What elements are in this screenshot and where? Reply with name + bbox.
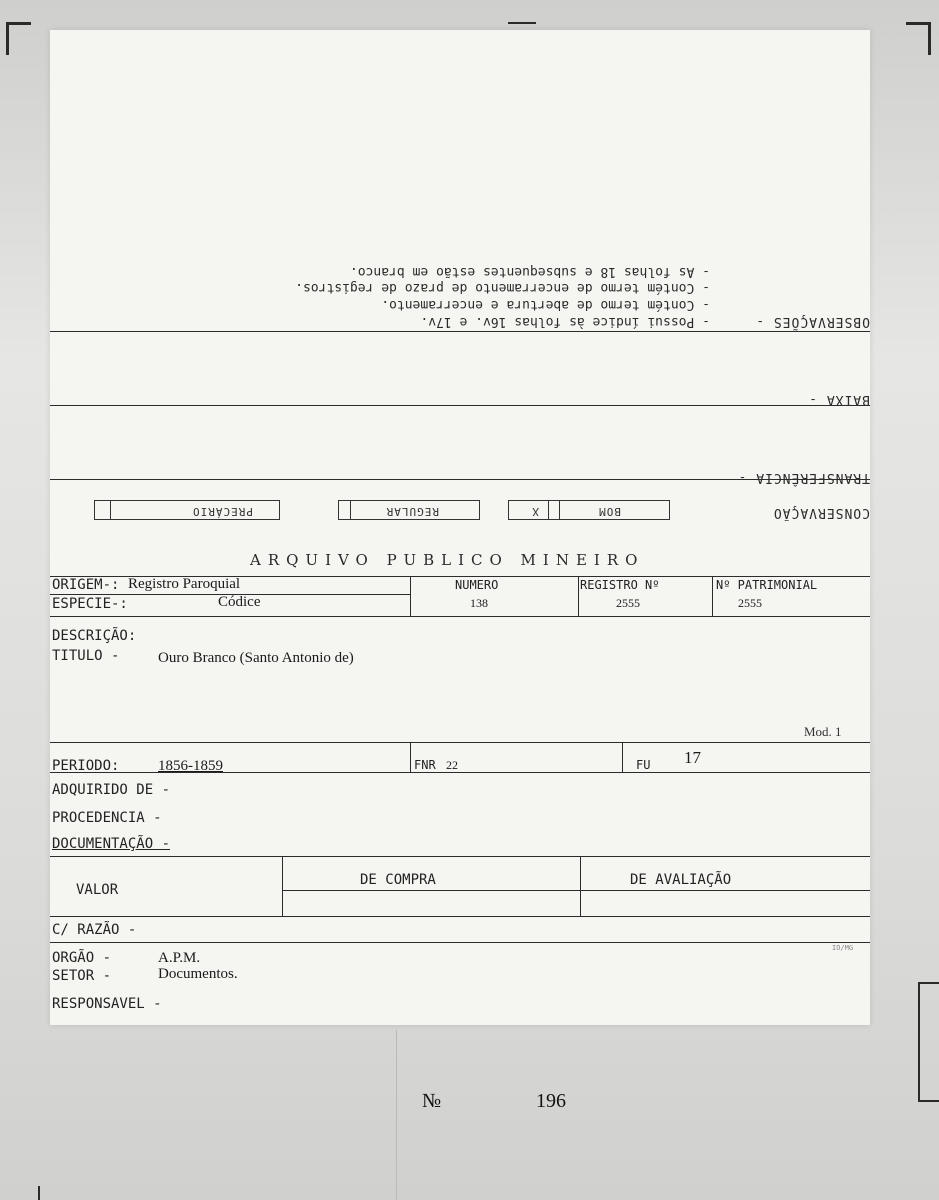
rule-razao: [50, 942, 870, 943]
setor-value: Documentos.: [158, 966, 238, 982]
registro-value: 2555: [616, 596, 640, 610]
origem-value: Registro Paroquial: [128, 576, 241, 592]
page-number-value: 196: [536, 1090, 566, 1112]
rule-especie: [50, 616, 870, 617]
transferencia-label: TRANSFERÊNCIA -: [737, 470, 870, 485]
titulo-label: TITULO -: [52, 648, 120, 664]
baixa-label: BAIXA -: [808, 392, 870, 407]
titulo-value: Ouro Branco (Santo Antonio de): [158, 650, 354, 666]
conservacao-bom-label: BOM: [598, 505, 621, 518]
adquirido-label: ADQUIRIDO DE -: [52, 782, 171, 798]
documentacao-label: DOCUMENTAÇÃO -: [52, 836, 171, 852]
valor-label: VALOR: [76, 882, 119, 898]
numero-value: 138: [470, 596, 488, 610]
descricao-label: DESCRIÇÃO:: [52, 628, 137, 644]
fnr-label: FNR: [414, 758, 436, 772]
observacoes-line-2: - Contém termo de abertura e encerramento.: [381, 297, 710, 312]
corner-mark-top-left: [6, 22, 31, 55]
conservacao-regular-box: [338, 500, 480, 520]
conservacao-bom-checkbox: [508, 500, 560, 520]
especie-label: ESPECIE-:: [52, 596, 128, 612]
patrimonial-value: 2555: [738, 596, 762, 610]
catalog-card: [50, 30, 870, 1025]
rule-transferencia: [50, 479, 870, 480]
periodo-label: PERIODO:: [52, 758, 120, 774]
responsavel-label: RESPONSAVEL -: [52, 996, 162, 1012]
corner-mark-right: [918, 982, 939, 1102]
corner-mark-top-middle: [508, 22, 536, 24]
model-number: Mod. 1: [804, 724, 842, 739]
rule-descricao: [50, 742, 870, 743]
origem-label: ORIGEM-:: [52, 577, 120, 593]
conservacao-precario-label: PRECÁRIO: [192, 505, 253, 518]
rule-documentacao: [50, 856, 870, 857]
observacoes-line-1: - Possui índice às folhas 16v. e 17v.: [420, 314, 710, 329]
archive-title: ARQUIVO PUBLICO MINEIRO: [250, 551, 645, 569]
stamp-text: IO/MG: [832, 944, 854, 952]
conservacao-label: CONSERVAÇÃO: [772, 505, 870, 520]
observacoes-label: OBSERVAÇÕES -: [755, 314, 870, 329]
fu-label: FU: [636, 758, 651, 772]
corner-mark-top-right: [906, 22, 931, 55]
orgao-label: ORGÃO -: [52, 950, 112, 966]
fold-line: [396, 1030, 397, 1200]
registro-label: REGISTRO Nº: [580, 578, 660, 592]
observacoes-line-4: - As folhas 18 e subsequentes estão em branco.: [349, 264, 710, 279]
especie-value: Códice: [218, 594, 261, 610]
page-number-label: №: [422, 1090, 442, 1112]
conservacao-precario-box: [94, 500, 280, 520]
razao-label: C/ RAZÃO -: [52, 922, 137, 938]
de-compra-label: DE COMPRA: [360, 872, 436, 888]
setor-label: SETOR -: [52, 968, 112, 984]
rule-valor: [50, 916, 870, 917]
conservacao-mark: X: [531, 505, 539, 518]
rule-baixa: [50, 405, 870, 406]
fnr-value: 22: [446, 758, 458, 772]
rule-observacoes: [50, 331, 870, 332]
numero-label: NUMERO: [455, 578, 499, 592]
de-avaliacao-label: DE AVALIAÇÃO: [630, 872, 732, 888]
periodo-value: 1856-1859: [158, 758, 223, 774]
procedencia-label: PROCEDENCIA -: [52, 810, 162, 826]
patrimonial-label: Nº PATRIMONIAL: [716, 578, 818, 592]
conservacao-bom-box: [548, 500, 670, 520]
orgao-value: A.P.M.: [158, 950, 201, 966]
observacoes-line-3: - Contém termo de encerramento de prazo de registros.: [295, 280, 710, 295]
fu-value: 17: [684, 748, 701, 767]
rule-periodo: [50, 772, 870, 773]
corner-mark-bottom-left: [38, 1186, 40, 1200]
inverted-section: [50, 30, 870, 550]
conservacao-regular-label: REGULAR: [385, 505, 439, 518]
